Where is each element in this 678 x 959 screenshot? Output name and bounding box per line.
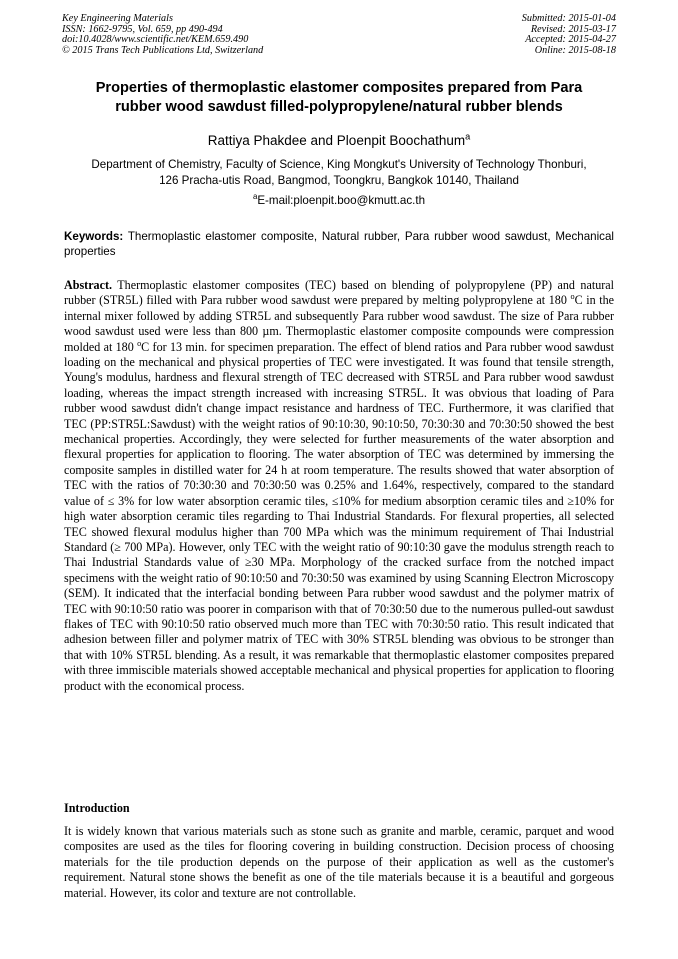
affiliation-line-1: Department of Chemistry, Faculty of Science, King Mongkut's University of Technology Thonburi, [91, 158, 587, 171]
affiliation-line-2: 126 Pracha-utis Road, Bangmod, Toongkru, Bangkok 10140, Thailand [159, 174, 519, 187]
authors-text: Rattiya Phakdee and Ploenpit Boochathum [207, 133, 466, 148]
email-address: E-mail:ploenpit.boo@kmutt.ac.th [257, 194, 426, 207]
journal-copyright: © 2015 Trans Tech Publications Ltd, Switzerland [62, 45, 264, 57]
keywords-label: Keywords: [64, 230, 124, 243]
paper-title [40, 79, 638, 117]
date-revised: Revised: 2015-03-17 [530, 23, 616, 35]
abstract-text-3: C for 13 min. for specimen preparation. The effect of blend ratios and Para rubber wood sawdust loading on the mechanical and physical properties of TEC were investigated. It was found that tensile strength, Young's modulus, hardness and flexural strength of TEC decreased with STR5L and Para rubber wood sawdust loading, whereas the impact strength increased with increasing STR5L. It was obvious that loading of Para rubber wood sawdust didn't change impact resistance and hardness of TEC. Furthermore, it was clarified that TEC (PP:STR5L:Sawdust) with the weight ratios of 90:10:30, 90:10:50, 70:30:30 and 70:30:50 showed the best mechanical properties. Accordingly, they were selected for further measurements of the water absorption and flexural properties for application to flooring. The water absorption of TEC was determined by immersing the composite samples in distilled water for 24 h at room temperature. The results showed that water absorption of TEC with the ratios of 70:30:30 and 70:30:50 was 0.25% and 1.64%, respectively, compared to the standard value of ≤ 3% for low water absorption ceramic tiles, ≤10% for medium absorption ceramic tiles and ≥10% for high water absorption ceramic tiles regarding to Thai Industrial Standards. For flexural properties, all selected TEC showed flexural modulus higher than 700 MPa which was the minimum requirement of Thai Industrial Standard (≥ 700 MPa). However, only TEC with the weight ratio of 90:10:30 gave the modulus strength reach to Thai Industrial Standards value of ≥30 MPa. Morphology of the cracked surface from the notched impact specimens with the weight ratio of 90:10:50 and 70:30:50 was examined by using Scanning Electron Microscopy (SEM). It indicated that the interfacial bonding between Para rubber wood sawdust and the polymer matrix of TEC with 90:10:50 ratio was poorer in comparison with that of 70:30:50 due to the numerous pulled-out sawdust flakes of TEC with 90:10:50 ratio observed much more than TEC with 70:30:50 ratio. This result indicated that adhesion between filler and polymer matrix of TEC with 30% STR5L blending was obvious to be stronger than that with 10% STR5L blending. As a result, it was remarkable that thermoplastic elastomer composites prepared with three immiscible materials showed acceptable mechanical and physical properties for application to flooring product with the economical process. [64, 339, 615, 693]
journal-name: Key Engineering Materials [62, 13, 173, 24]
dates-header [522, 14, 616, 57]
abstract-text-1: Thermoplastic elastomer composites (TEC) based on blending of polypropylene (PP) and natural rubber (STR5L) filled with Para rubber wood sawdust were prepared by melting polypropylene at 180 [64, 278, 614, 308]
degree-mark-1: o [570, 292, 575, 302]
date-accepted: Accepted: 2015-04-27 [525, 34, 616, 46]
date-online: Online: 2015-08-18 [534, 45, 616, 57]
journal-header [62, 14, 263, 57]
email-mark: a [252, 192, 258, 202]
abstract [64, 278, 614, 694]
keywords [64, 229, 614, 259]
degree-mark-2: o [137, 338, 142, 348]
abstract-text-2: C in the internal mixer followed by adding STR5L and subsequently Para rubber wood sawdust. The size of Para rubber wood sawdust used were less than 800 µm. Thermoplastic elastomer composite compounds were compression molded at 180 [64, 293, 614, 354]
abstract-label: Abstract. [64, 278, 113, 292]
title-line-1: Properties of thermoplastic elastomer composites prepared from Para [95, 80, 583, 96]
keywords-text: Thermoplastic elastomer composite, Natural rubber, Para rubber wood sawdust, Mechanical properties [64, 230, 614, 258]
introduction-heading: Introduction [64, 801, 130, 815]
journal-issn: ISSN: 1662-9795, Vol. 659, pp 490-494 [62, 23, 223, 35]
title-line-2: rubber wood sawdust filled-polypropylene/natural rubber blends [115, 99, 563, 115]
date-submitted: Submitted: 2015-01-04 [521, 13, 616, 24]
contact-email [40, 193, 638, 208]
introduction-text: It is widely known that various materials such as stone such as granite and marble, ceramic, parquet and wood composites are used as the tiles for flooring covering in building construction. Decision process of choosing materials for the tile production depends on the purpose of their application as well as the customer's requirement. Natural stone shows the benefit as one of the tile materials because it is a beautiful and gorgeous material. However, its color and texture are not controllable. [64, 824, 614, 900]
journal-doi: doi:10.4028/www.scientific.net/KEM.659.490 [62, 34, 249, 46]
author-list [40, 132, 638, 149]
affiliation [40, 157, 638, 189]
author-affiliation-mark: a [465, 131, 471, 142]
